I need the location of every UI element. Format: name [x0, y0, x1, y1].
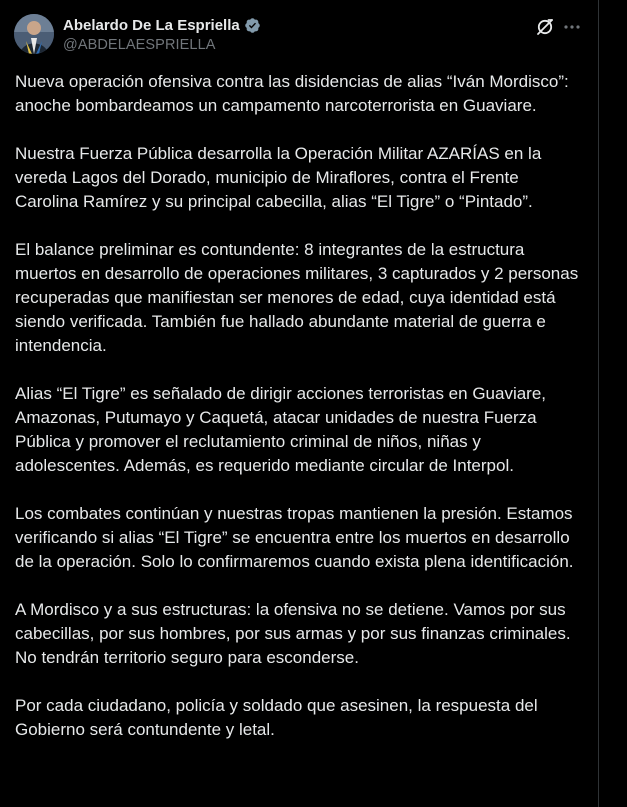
tweet-header [14, 14, 588, 58]
author-display-name[interactable]: Abelardo De La Espriella [63, 16, 240, 34]
tweet-paragraph: Nuestra Fuerza Pública desarrolla la Operación Militar AZARÍAS en la vereda Lagos del Dorado, municipio de Miraflores, contra el Frente Carolina Ramírez y su principal cabecilla, alias “El Tigre” o “Pintado”. [15, 144, 542, 211]
tweet-text [15, 70, 580, 766]
author-info [63, 15, 261, 53]
author-handle[interactable]: @ABDELAESPRIELLA [63, 37, 216, 53]
timeline-divider [598, 0, 599, 807]
tweet-paragraph: A Mordisco y a sus estructuras: la ofensiva no se detiene. Vamos por sus cabecillas, por sus hombres, por sus armas y por sus finanzas criminales. No tendrán territorio seguro para esconderse. [15, 600, 571, 667]
verified-badge-icon[interactable] [244, 17, 261, 34]
avatar[interactable] [14, 14, 54, 54]
tweet-paragraph: El balance preliminar es contundente: 8 integrantes de la estructura muertos en desarrollo de operaciones militares, 3 capturados y 2 personas recuperadas que manifiestan ser menores de edad, cuya identidad está siendo verificada. También fue hallado abundante material de guerra e intendencia. [15, 240, 579, 355]
tweet-paragraph: Nueva operación ofensiva contra las disidencias de alias “Iván Mordisco”: anoche bombardeamos un campamento narcoterrorista en Guaviare. [15, 72, 569, 115]
tweet-paragraph: Los combates continúan y nuestras tropas mantienen la presión. Estamos verificando si alias “El Tigre” se encuentra entre los muertos en desarrollo de la operación. Solo lo confirmaremos cuando exista plena identificación. [15, 504, 574, 571]
tweet-paragraph: Por cada ciudadano, policía y soldado que asesinen, la respuesta del Gobierno será contundente y letal. [15, 696, 538, 739]
tweet-paragraph: Alias “El Tigre” es señalado de dirigir acciones terroristas en Guaviare, Amazonas, Putumayo y Caquetá, atacar unidades de nuestra Fuerza Pública y promover el reclutamiento criminal de niños, niñas y adolescentes. Además, es requerido mediante circular de Interpol. [15, 384, 547, 475]
grok-icon[interactable] [535, 17, 555, 37]
display-name-row [63, 15, 261, 35]
more-options-icon[interactable] [562, 17, 582, 37]
